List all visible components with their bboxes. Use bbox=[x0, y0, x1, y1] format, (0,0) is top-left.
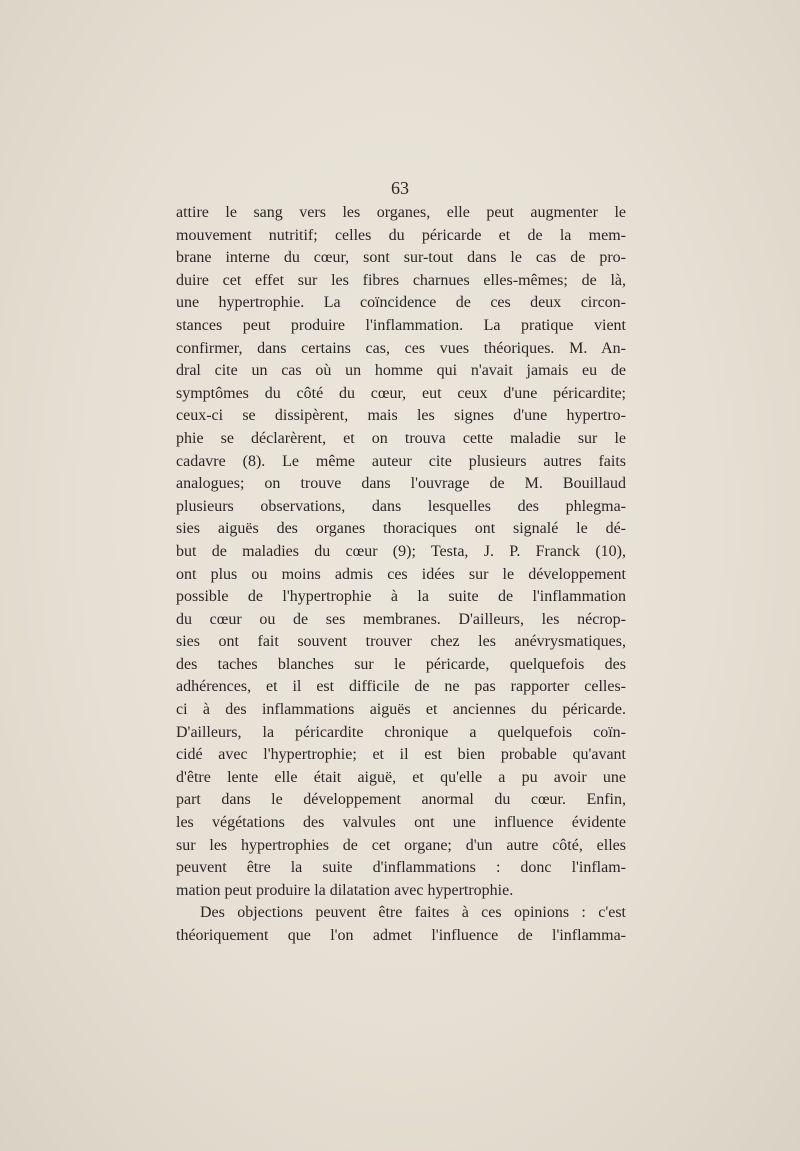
text-line: plusieurs observations, dans lesquelles des phlegma- bbox=[176, 497, 626, 515]
text-line: théoriquement que l'on admet l'influence de l'inflamma- bbox=[176, 927, 626, 944]
text-line: des taches blanches sur le péricarde, quelquefois des bbox=[176, 655, 626, 673]
text-line: phie se déclarèrent, et on trouva cette maladie sur le bbox=[176, 429, 626, 447]
text-line: duire cet effet sur les fibres charnues elles-mêmes; de là, bbox=[176, 271, 626, 289]
page-number: 63 bbox=[391, 178, 409, 198]
text-line: sur les hypertrophies de cet organe; d'un autre côté, elles bbox=[176, 836, 626, 854]
text-line: D'ailleurs, la péricardite chronique a quelquefois coïn- bbox=[176, 723, 626, 741]
text-line: une hypertrophie. La coïncidence de ces deux circon- bbox=[176, 294, 626, 312]
text-line: but de maladies du cœur (9); Testa, J. P. Franck (10), bbox=[176, 542, 626, 560]
text-line: part dans le développement anormal du cœur. Enfin, bbox=[176, 791, 626, 809]
text-line: ceux-ci se dissipèrent, mais les signes d'une hypertro- bbox=[176, 407, 626, 425]
text-line: analogues; on trouve dans l'ouvrage de M. Bouillaud bbox=[176, 475, 626, 493]
text-line: cidé avec l'hypertrophie; et il est bien probable qu'avant bbox=[176, 746, 626, 764]
text-line: cadavre (8). Le même auteur cite plusieurs autres faits bbox=[176, 452, 626, 470]
text-line: mation peut produire la dilatation avec hypertrophie. bbox=[176, 881, 514, 899]
text-line: peuvent être la suite d'inflammations : donc l'inflam- bbox=[176, 859, 626, 877]
text-line: ci à des inflammations aiguës et anciennes du péricarde. bbox=[176, 701, 626, 719]
text-line: brane interne du cœur, sont sur-tout dans le cas de pro- bbox=[176, 249, 626, 267]
body-text bbox=[176, 202, 626, 948]
text-line: possible de l'hypertrophie à la suite de l'inflammation bbox=[176, 588, 626, 606]
text-line: adhérences, et il est difficile de ne pas rapporter celles- bbox=[176, 678, 626, 696]
text-line: sies ont fait souvent trouver chez les anévrysmatiques, bbox=[176, 633, 626, 651]
text-line: dral cite un cas où un homme qui n'avait jamais eu de bbox=[176, 362, 626, 380]
text-line: sies aiguës des organes thoraciques ont signalé le dé- bbox=[176, 520, 626, 538]
text-line: du cœur ou de ses membranes. D'ailleurs, les nécrop- bbox=[176, 610, 626, 628]
text-line: confirmer, dans certains cas, ces vues théoriques. M. An- bbox=[176, 339, 626, 357]
text-line: symptômes du côté du cœur, eut ceux d'une péricardite; bbox=[176, 384, 626, 402]
text-line: d'être lente elle était aiguë, et qu'elle a pu avoir une bbox=[176, 768, 626, 786]
text-line: mouvement nutritif; celles du péricarde et de la mem- bbox=[176, 226, 626, 244]
text-line: attire le sang vers les organes, elle peut augmenter le bbox=[176, 204, 626, 221]
text-line: les végétations des valvules ont une influence évidente bbox=[176, 814, 626, 832]
text-line: ont plus ou moins admis ces idées sur le développement bbox=[176, 565, 626, 583]
text-line: stances peut produire l'inflammation. La pratique vient bbox=[176, 316, 626, 334]
text-line: Des objections peuvent être faites à ces opinions : c'est bbox=[200, 904, 626, 922]
